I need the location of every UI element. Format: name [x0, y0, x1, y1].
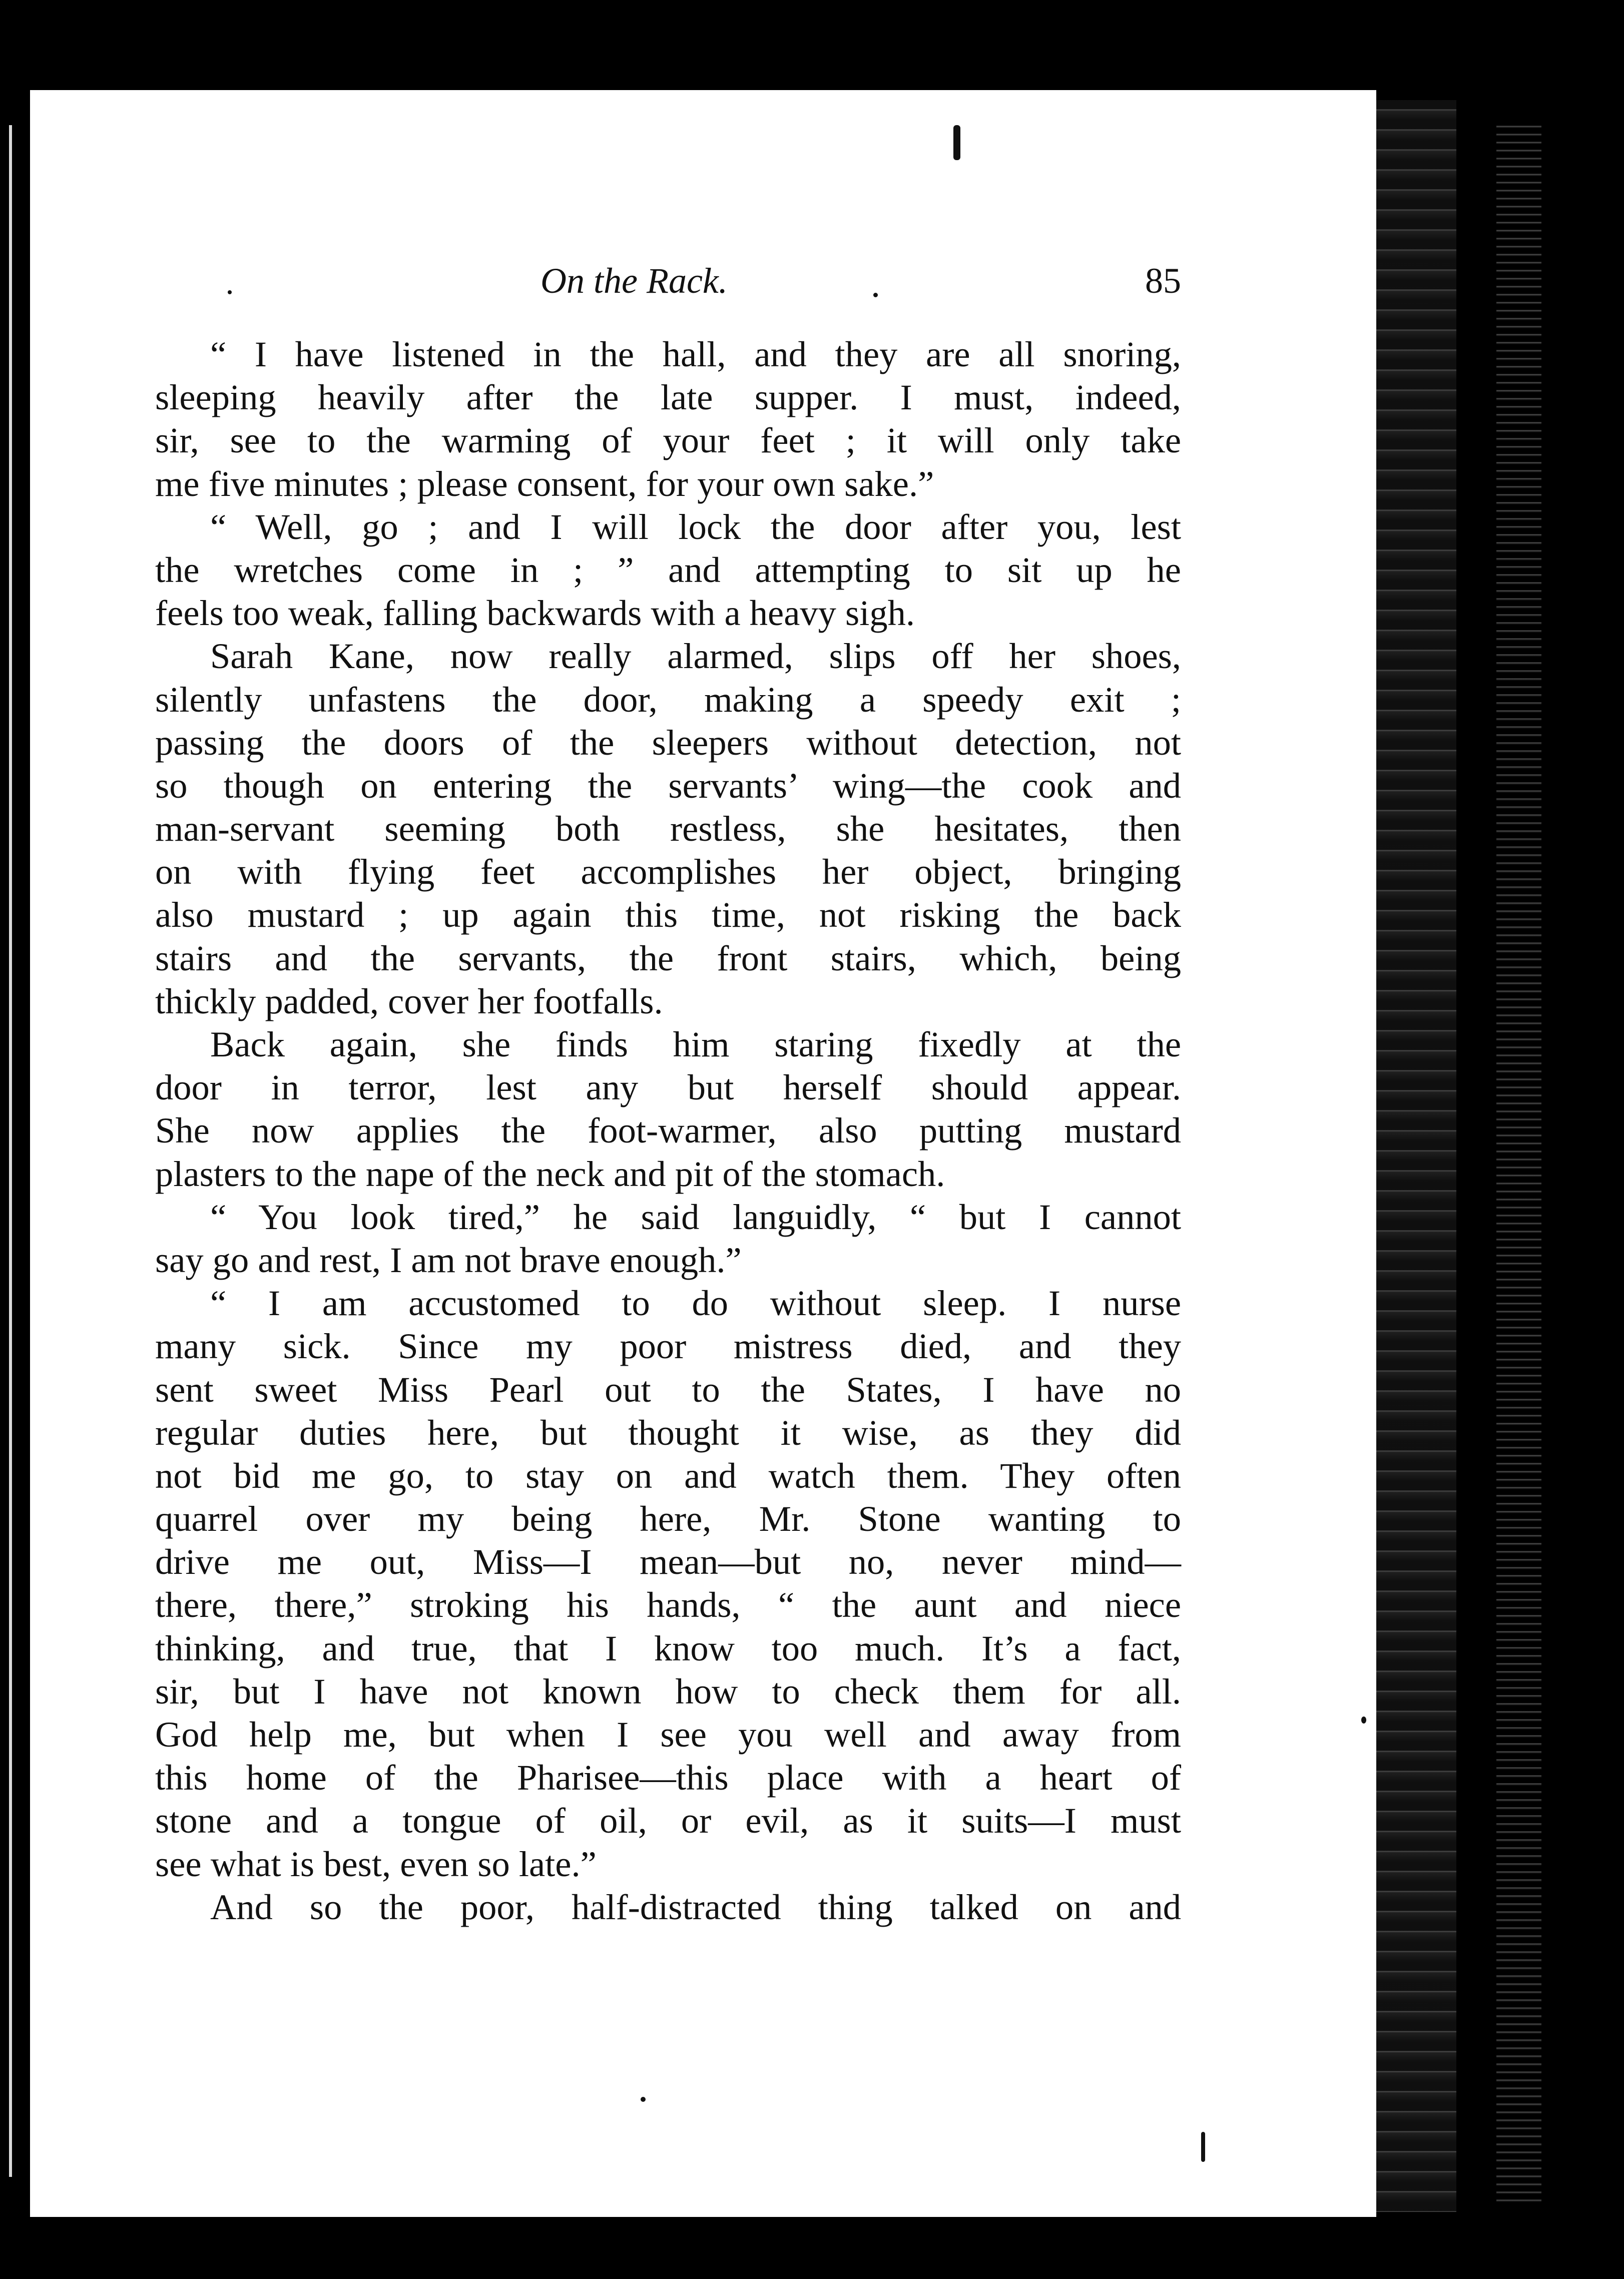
page-edge-left: [9, 125, 12, 2177]
text-line: passing the doors of the sleepers without detection, not: [155, 722, 1181, 763]
text-line: Sarah Kane, now really alarmed, slips off her shoes,: [210, 636, 1181, 677]
body-text: [155, 333, 1181, 1929]
scan-speck: [641, 2097, 646, 2102]
text-line: “ Well, go ; and I will lock the door after you, lest: [210, 506, 1181, 547]
running-head: On the Rack.: [540, 261, 728, 301]
text-line: door in terror, lest any but herself should appear.: [155, 1067, 1181, 1108]
text-line: stone and a tongue of oil, or evil, as it suits—I must: [155, 1800, 1181, 1841]
text-line: say go and rest, I am not brave enough.”: [155, 1239, 742, 1280]
text-line: on with flying feet accomplishes her object, bringing: [155, 851, 1181, 892]
page-number: 85: [1145, 261, 1181, 301]
text-line: plasters to the nape of the neck and pit of the stomach.: [155, 1153, 945, 1194]
text-line: not bid me go, to stay on and watch them. They often: [155, 1455, 1181, 1496]
text-line: so though on entering the servants’ wing—the cook and: [155, 765, 1181, 806]
text-line: sent sweet Miss Pearl out to the States, I have no: [155, 1369, 1181, 1410]
text-line: thickly padded, cover her footfalls.: [155, 980, 663, 1021]
text-line: sleeping heavily after the late supper. I must, indeed,: [155, 377, 1181, 418]
text-line: man-servant seeming both restless, she hesitates, then: [155, 808, 1181, 849]
text-line: “ I am accustomed to do without sleep. I nurse: [210, 1283, 1181, 1324]
text-line: this home of the Pharisee—this place with a heart of: [155, 1757, 1181, 1798]
text-line: feels too weak, falling backwards with a heavy sigh.: [155, 593, 915, 634]
text-line: see what is best, even so late.”: [155, 1843, 597, 1884]
text-line: quarrel over my being here, Mr. Stone wanting to: [155, 1498, 1181, 1539]
scan-speck: [1361, 1717, 1366, 1724]
text-line: the wretches come in ; ” and attempting to sit up he: [155, 549, 1181, 590]
text-line: silently unfastens the door, making a speedy exit ;: [155, 679, 1181, 720]
text-line: there, there,” stroking his hands, “ the aunt and niece: [155, 1584, 1181, 1625]
text-line: sir, but I have not known how to check them for all.: [155, 1670, 1181, 1712]
text-line: many sick. Since my poor mistress died, and they: [155, 1326, 1181, 1367]
scan-speck: [953, 125, 960, 160]
page-header: [155, 260, 1181, 315]
text-line: regular duties here, but thought it wise, as they did: [155, 1412, 1181, 1453]
text-line: God help me, but when I see you well and away from: [155, 1714, 1181, 1755]
text-line: And so the poor, half-distracted thing talked on and: [210, 1886, 1181, 1927]
text-line: “ You look tired,” he said languidly, “ but I cannot: [210, 1196, 1181, 1237]
text-line: me five minutes ; please consent, for your own sake.”: [155, 463, 934, 504]
text-line: drive me out, Miss—I mean—but no, never mind—: [155, 1541, 1181, 1582]
text-line: She now applies the foot-warmer, also putting mustard: [155, 1110, 1181, 1151]
text-line: thinking, and true, that I know too much. It’s a fact,: [155, 1627, 1181, 1668]
text-line: “ I have listened in the hall, and they are all snoring,: [210, 334, 1181, 374]
text-line: sir, see to the warming of your feet ; it will only take: [155, 420, 1181, 461]
text-line: also mustard ; up again this time, not risking the back: [155, 894, 1181, 935]
book-edge-pages: [1496, 120, 1541, 2202]
text-line: Back again, she finds him staring fixedly at the: [210, 1024, 1181, 1064]
text-line: stairs and the servants, the front stairs, which, being: [155, 937, 1181, 978]
book-edge-shadow: [1376, 100, 1456, 2212]
scan-speck: [1201, 2132, 1205, 2162]
